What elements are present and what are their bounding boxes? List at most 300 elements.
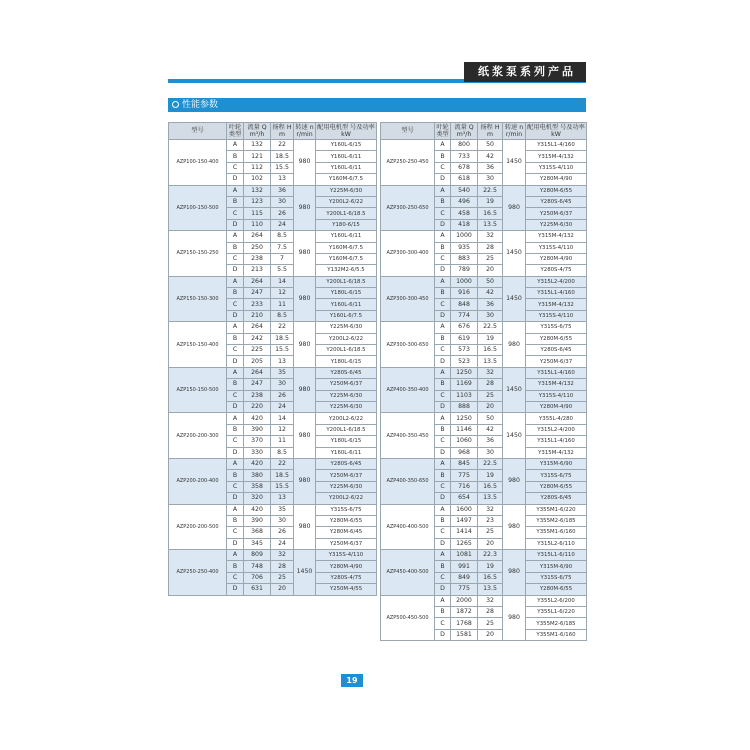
model-cell: AZP250-250-400 <box>169 550 227 596</box>
impeller-cell: C <box>435 436 451 447</box>
motor-cell: Y250M-6/37 <box>526 356 587 367</box>
flow-cell: 1414 <box>451 527 478 538</box>
flow-cell: 247 <box>244 379 271 390</box>
model-cell: AZP200-200-400 <box>169 458 227 504</box>
impeller-cell: D <box>227 447 244 458</box>
head-cell: 13.5 <box>478 356 503 367</box>
flow-cell: 250 <box>244 242 271 253</box>
table-row <box>169 458 377 469</box>
impeller-cell: B <box>435 196 451 207</box>
head-cell: 7.5 <box>271 242 294 253</box>
motor-cell: Y315M-6/90 <box>526 458 587 469</box>
flow-cell: 1600 <box>451 504 478 515</box>
speed-cell: 980 <box>503 322 526 368</box>
section-heading <box>172 98 218 112</box>
motor-cell: Y355L2-6/200 <box>526 595 587 606</box>
speed-cell: 980 <box>503 550 526 596</box>
flow-cell: 991 <box>451 561 478 572</box>
head-cell: 42 <box>478 151 503 162</box>
flow-cell: 238 <box>244 390 271 401</box>
table-row <box>169 322 377 333</box>
impeller-cell: D <box>227 219 244 230</box>
motor-cell: Y355L1-6/220 <box>526 607 587 618</box>
flow-cell: 320 <box>244 493 271 504</box>
col-header-speed: 转速 n r/min <box>503 123 526 140</box>
impeller-cell: C <box>227 208 244 219</box>
flow-cell: 848 <box>451 299 478 310</box>
head-cell: 32 <box>271 550 294 561</box>
flow-cell: 1000 <box>451 231 478 242</box>
head-cell: 28 <box>478 242 503 253</box>
flow-cell: 809 <box>244 550 271 561</box>
table-row <box>381 322 587 333</box>
motor-cell: Y180L-6/15 <box>316 356 377 367</box>
col-header-head: 扬程 H m <box>272 123 292 138</box>
head-cell: 20 <box>271 584 294 595</box>
impeller-cell: A <box>227 231 244 242</box>
impeller-cell: C <box>435 299 451 310</box>
motor-cell: Y315L1-6/110 <box>526 550 587 561</box>
flow-cell: 800 <box>451 140 478 151</box>
motor-cell: Y225M-6/30 <box>316 185 377 196</box>
flow-cell: 935 <box>451 242 478 253</box>
speed-cell: 1450 <box>503 140 526 186</box>
flow-cell: 849 <box>451 572 478 583</box>
head-cell: 30 <box>271 379 294 390</box>
head-cell: 19 <box>478 561 503 572</box>
col-header-speed: 转速 n r/min <box>295 123 314 138</box>
head-cell: 16.5 <box>478 572 503 583</box>
motor-cell: Y280S-6/45 <box>316 458 377 469</box>
impeller-cell: D <box>435 401 451 412</box>
col-header-flow: 流量 Q m³/h <box>451 123 478 140</box>
motor-cell: Y315L2-4/200 <box>526 276 587 287</box>
head-cell: 22 <box>271 322 294 333</box>
flow-cell: 775 <box>451 584 478 595</box>
motor-cell: Y225M-6/30 <box>316 390 377 401</box>
col-header-motor: 配用电机型 号及功率 kW <box>317 123 375 138</box>
impeller-cell: D <box>227 356 244 367</box>
motor-cell: Y200L2-6/22 <box>316 413 377 424</box>
impeller-cell: B <box>227 515 244 526</box>
impeller-cell: A <box>227 185 244 196</box>
flow-cell: 540 <box>451 185 478 196</box>
head-cell: 14 <box>271 413 294 424</box>
head-cell: 50 <box>478 140 503 151</box>
flow-cell: 264 <box>244 367 271 378</box>
flow-cell: 789 <box>451 265 478 276</box>
head-cell: 26 <box>271 390 294 401</box>
motor-cell: Y315M-4/132 <box>526 231 587 242</box>
model-cell: AZP400-400-500 <box>381 504 435 550</box>
motor-cell: Y180L-6/15 <box>316 436 377 447</box>
speed-cell: 1450 <box>503 276 526 322</box>
flow-cell: 1060 <box>451 436 478 447</box>
motor-cell: Y160M-6/7.5 <box>316 242 377 253</box>
motor-cell: Y315S-6/75 <box>526 322 587 333</box>
head-cell: 30 <box>478 447 503 458</box>
model-cell: AZP500-450-500 <box>381 595 435 641</box>
motor-cell: Y132M2-6/5.5 <box>316 265 377 276</box>
table-row <box>169 413 377 424</box>
motor-cell: Y355M1-6/220 <box>526 504 587 515</box>
head-cell: 36 <box>478 162 503 173</box>
motor-cell: Y225M-6/30 <box>316 481 377 492</box>
flow-cell: 631 <box>244 584 271 595</box>
impeller-cell: C <box>227 481 244 492</box>
model-cell: AZP300-300-400 <box>381 231 435 277</box>
motor-cell: Y180L-6/15 <box>316 288 377 299</box>
head-cell: 36 <box>478 299 503 310</box>
motor-cell: Y250M-6/37 <box>316 470 377 481</box>
head-cell: 28 <box>271 561 294 572</box>
motor-cell: Y355L-4/280 <box>526 413 587 424</box>
impeller-cell: A <box>435 185 451 196</box>
flow-cell: 1169 <box>451 379 478 390</box>
head-cell: 22.3 <box>478 550 503 561</box>
head-cell: 16.5 <box>478 208 503 219</box>
impeller-cell: A <box>227 550 244 561</box>
head-cell: 32 <box>478 367 503 378</box>
head-cell: 30 <box>271 515 294 526</box>
head-cell: 36 <box>478 436 503 447</box>
impeller-cell: C <box>227 390 244 401</box>
head-cell: 24 <box>271 401 294 412</box>
head-cell: 25 <box>478 527 503 538</box>
model-cell: AZP400-350-400 <box>381 367 435 413</box>
motor-cell: Y200L1-6/18.5 <box>316 208 377 219</box>
head-cell: 42 <box>478 288 503 299</box>
motor-cell: Y280M-4/90 <box>316 561 377 572</box>
impeller-cell: C <box>227 527 244 538</box>
table-row <box>169 231 377 242</box>
flow-cell: 618 <box>451 174 478 185</box>
impeller-cell: A <box>435 413 451 424</box>
flow-cell: 358 <box>244 481 271 492</box>
impeller-cell: C <box>435 208 451 219</box>
flow-cell: 1000 <box>451 276 478 287</box>
head-cell: 13.5 <box>478 493 503 504</box>
head-cell: 16.5 <box>478 345 503 356</box>
impeller-cell: D <box>435 219 451 230</box>
head-cell: 22.5 <box>478 458 503 469</box>
speed-cell: 1450 <box>503 413 526 459</box>
impeller-cell: B <box>435 515 451 526</box>
model-cell: AZP150-150-300 <box>169 276 227 322</box>
flow-cell: 420 <box>244 458 271 469</box>
impeller-cell: A <box>227 458 244 469</box>
motor-cell: Y315M-4/132 <box>526 379 587 390</box>
flow-cell: 1581 <box>451 629 478 640</box>
impeller-cell: C <box>227 253 244 264</box>
impeller-cell: A <box>435 276 451 287</box>
motor-cell: Y280M-4/90 <box>526 174 587 185</box>
flow-cell: 420 <box>244 504 271 515</box>
head-cell: 22 <box>271 140 294 151</box>
motor-cell: Y250M-6/37 <box>316 379 377 390</box>
head-cell: 8.5 <box>271 231 294 242</box>
flow-cell: 115 <box>244 208 271 219</box>
motor-cell: Y280M-6/55 <box>526 185 587 196</box>
motor-cell: Y280M-4/90 <box>526 401 587 412</box>
head-cell: 50 <box>478 413 503 424</box>
impeller-cell: C <box>227 436 244 447</box>
model-cell: AZP400-350-450 <box>381 413 435 459</box>
head-cell: 13 <box>271 493 294 504</box>
impeller-cell: A <box>435 140 451 151</box>
flow-cell: 523 <box>451 356 478 367</box>
motor-cell: Y315S-4/110 <box>526 242 587 253</box>
head-cell: 42 <box>478 424 503 435</box>
table-header-row <box>169 123 377 140</box>
speed-cell: 980 <box>294 458 316 504</box>
impeller-cell: C <box>435 572 451 583</box>
head-cell: 35 <box>271 504 294 515</box>
col-header-model: 型号 <box>381 123 435 140</box>
impeller-cell: D <box>227 174 244 185</box>
flow-cell: 233 <box>244 299 271 310</box>
flow-cell: 345 <box>244 538 271 549</box>
motor-cell: Y280S-6/45 <box>316 367 377 378</box>
motor-cell: Y280M-6/45 <box>316 527 377 538</box>
head-cell: 20 <box>478 401 503 412</box>
flow-cell: 264 <box>244 231 271 242</box>
motor-cell: Y315L2-6/110 <box>526 538 587 549</box>
head-cell: 11 <box>271 299 294 310</box>
head-cell: 30 <box>271 196 294 207</box>
table-row <box>381 504 587 515</box>
col-header-impeller: 叶轮 类型 <box>227 123 244 140</box>
motor-cell: Y315M-4/132 <box>526 299 587 310</box>
motor-cell: Y280S-4/75 <box>316 572 377 583</box>
motor-cell: Y315L1-4/160 <box>526 288 587 299</box>
flow-cell: 380 <box>244 470 271 481</box>
impeller-cell: C <box>435 618 451 629</box>
flow-cell: 420 <box>244 413 271 424</box>
motor-cell: Y280S-6/45 <box>526 493 587 504</box>
flow-cell: 132 <box>244 140 271 151</box>
impeller-cell: B <box>227 561 244 572</box>
impeller-cell: B <box>227 151 244 162</box>
head-cell: 30 <box>478 174 503 185</box>
motor-cell: Y280M-6/55 <box>526 333 587 344</box>
impeller-cell: D <box>435 584 451 595</box>
head-cell: 28 <box>478 607 503 618</box>
flow-cell: 370 <box>244 436 271 447</box>
motor-cell: Y315L2-4/200 <box>526 424 587 435</box>
impeller-cell: A <box>435 322 451 333</box>
flow-cell: 110 <box>244 219 271 230</box>
head-cell: 24 <box>271 538 294 549</box>
head-cell: 13 <box>271 356 294 367</box>
motor-cell: Y160L-6/7.5 <box>316 310 377 321</box>
impeller-cell: D <box>435 356 451 367</box>
model-cell: AZP300-300-450 <box>381 276 435 322</box>
impeller-cell: A <box>227 140 244 151</box>
table-row <box>381 231 587 242</box>
impeller-cell: C <box>435 390 451 401</box>
table-row <box>169 504 377 515</box>
section-bar <box>168 98 586 112</box>
motor-cell: Y355M2-6/185 <box>526 515 587 526</box>
impeller-cell: A <box>227 367 244 378</box>
head-cell: 36 <box>271 185 294 196</box>
head-cell: 35 <box>271 367 294 378</box>
head-cell: 50 <box>478 276 503 287</box>
impeller-cell: D <box>435 538 451 549</box>
head-cell: 19 <box>478 333 503 344</box>
impeller-cell: B <box>227 379 244 390</box>
head-cell: 11 <box>271 436 294 447</box>
head-cell: 19 <box>478 470 503 481</box>
impeller-cell: B <box>435 151 451 162</box>
model-cell: AZP100-150-400 <box>169 140 227 186</box>
impeller-cell: B <box>435 424 451 435</box>
impeller-cell: D <box>435 493 451 504</box>
flow-cell: 123 <box>244 196 271 207</box>
motor-cell: Y250M-4/55 <box>316 584 377 595</box>
speed-cell: 980 <box>294 276 316 322</box>
motor-cell: Y280M-6/55 <box>316 515 377 526</box>
impeller-cell: D <box>435 310 451 321</box>
flow-cell: 775 <box>451 470 478 481</box>
head-cell: 14 <box>271 276 294 287</box>
head-cell: 13 <box>271 174 294 185</box>
speed-cell: 1450 <box>503 367 526 413</box>
model-cell: AZP250-250-450 <box>381 140 435 186</box>
head-cell: 5.5 <box>271 265 294 276</box>
speed-cell: 980 <box>503 458 526 504</box>
impeller-cell: A <box>435 504 451 515</box>
head-cell: 25 <box>271 572 294 583</box>
impeller-cell: D <box>227 584 244 595</box>
motor-cell: Y315S-6/75 <box>316 504 377 515</box>
flow-cell: 1250 <box>451 367 478 378</box>
flow-cell: 330 <box>244 447 271 458</box>
model-cell: AZP400-350-650 <box>381 458 435 504</box>
head-cell: 7 <box>271 253 294 264</box>
impeller-cell: A <box>435 458 451 469</box>
flow-cell: 1497 <box>451 515 478 526</box>
performance-table-left <box>168 122 377 596</box>
head-cell: 20 <box>478 629 503 640</box>
flow-cell: 418 <box>451 219 478 230</box>
flow-cell: 458 <box>451 208 478 219</box>
flow-cell: 1768 <box>451 618 478 629</box>
flow-cell: 654 <box>451 493 478 504</box>
flow-cell: 716 <box>451 481 478 492</box>
impeller-cell: C <box>227 299 244 310</box>
motor-cell: Y315L1-4/160 <box>526 436 587 447</box>
model-cell: AZP150-150-400 <box>169 322 227 368</box>
impeller-cell: B <box>227 424 244 435</box>
motor-cell: Y315M-4/132 <box>526 447 587 458</box>
table-row <box>381 367 587 378</box>
head-cell: 15.5 <box>271 481 294 492</box>
head-cell: 22.5 <box>478 185 503 196</box>
head-cell: 20 <box>478 265 503 276</box>
motor-cell: Y280S-4/75 <box>526 265 587 276</box>
flow-cell: 102 <box>244 174 271 185</box>
flow-cell: 573 <box>451 345 478 356</box>
speed-cell: 1450 <box>294 550 316 596</box>
impeller-cell: B <box>227 288 244 299</box>
motor-cell: Y200L2-6/22 <box>316 196 377 207</box>
flow-cell: 916 <box>451 288 478 299</box>
speed-cell: 980 <box>503 595 526 641</box>
flow-cell: 1250 <box>451 413 478 424</box>
model-cell: AZP450-400-500 <box>381 550 435 596</box>
head-cell: 15.5 <box>271 345 294 356</box>
motor-cell: Y160L-6/11 <box>316 231 377 242</box>
head-cell: 23 <box>478 515 503 526</box>
flow-cell: 238 <box>244 253 271 264</box>
model-cell: AZP300-250-650 <box>381 185 435 231</box>
flow-cell: 213 <box>244 265 271 276</box>
impeller-cell: C <box>435 527 451 538</box>
motor-cell: Y280M-6/55 <box>526 584 587 595</box>
flow-cell: 678 <box>451 162 478 173</box>
motor-cell: Y180-6/15 <box>316 219 377 230</box>
flow-cell: 225 <box>244 345 271 356</box>
flow-cell: 1146 <box>451 424 478 435</box>
page-header-title: 纸浆泵系列产品 <box>464 62 586 82</box>
impeller-cell: D <box>435 629 451 640</box>
impeller-cell: C <box>435 253 451 264</box>
impeller-cell: D <box>227 310 244 321</box>
head-cell: 32 <box>478 595 503 606</box>
col-header-impeller: 叶轮 类型 <box>436 123 449 138</box>
col-header-model: 型号 <box>169 123 227 140</box>
motor-cell: Y160L-6/11 <box>316 162 377 173</box>
head-cell: 25 <box>478 618 503 629</box>
motor-cell: Y355M1-6/160 <box>526 527 587 538</box>
motor-cell: Y200L1-6/18.5 <box>316 424 377 435</box>
motor-cell: Y225M-6/30 <box>526 219 587 230</box>
impeller-cell: D <box>227 493 244 504</box>
motor-cell: Y315S-4/110 <box>526 390 587 401</box>
flow-cell: 676 <box>451 322 478 333</box>
table-header-row <box>381 123 587 140</box>
impeller-cell: B <box>227 242 244 253</box>
impeller-cell: A <box>227 276 244 287</box>
flow-cell: 132 <box>244 185 271 196</box>
impeller-cell: B <box>435 288 451 299</box>
impeller-cell: B <box>227 196 244 207</box>
flow-cell: 733 <box>451 151 478 162</box>
impeller-cell: D <box>435 174 451 185</box>
motor-cell: Y280M-6/55 <box>526 481 587 492</box>
head-cell: 8.5 <box>271 447 294 458</box>
motor-cell: Y250M-6/37 <box>316 538 377 549</box>
impeller-cell: D <box>435 447 451 458</box>
speed-cell: 980 <box>294 231 316 277</box>
flow-cell: 619 <box>451 333 478 344</box>
head-cell: 16.5 <box>478 481 503 492</box>
motor-cell: Y315S-4/110 <box>526 310 587 321</box>
motor-cell: Y355M1-6/160 <box>526 629 587 640</box>
flow-cell: 390 <box>244 424 271 435</box>
motor-cell: Y200L1-6/18.5 <box>316 345 377 356</box>
impeller-cell: C <box>227 572 244 583</box>
head-cell: 8.5 <box>271 310 294 321</box>
motor-cell: Y315L1-4/160 <box>526 140 587 151</box>
table-row <box>169 550 377 561</box>
head-cell: 30 <box>478 310 503 321</box>
motor-cell: Y225M-6/30 <box>316 322 377 333</box>
table-row <box>381 458 587 469</box>
flow-cell: 1265 <box>451 538 478 549</box>
